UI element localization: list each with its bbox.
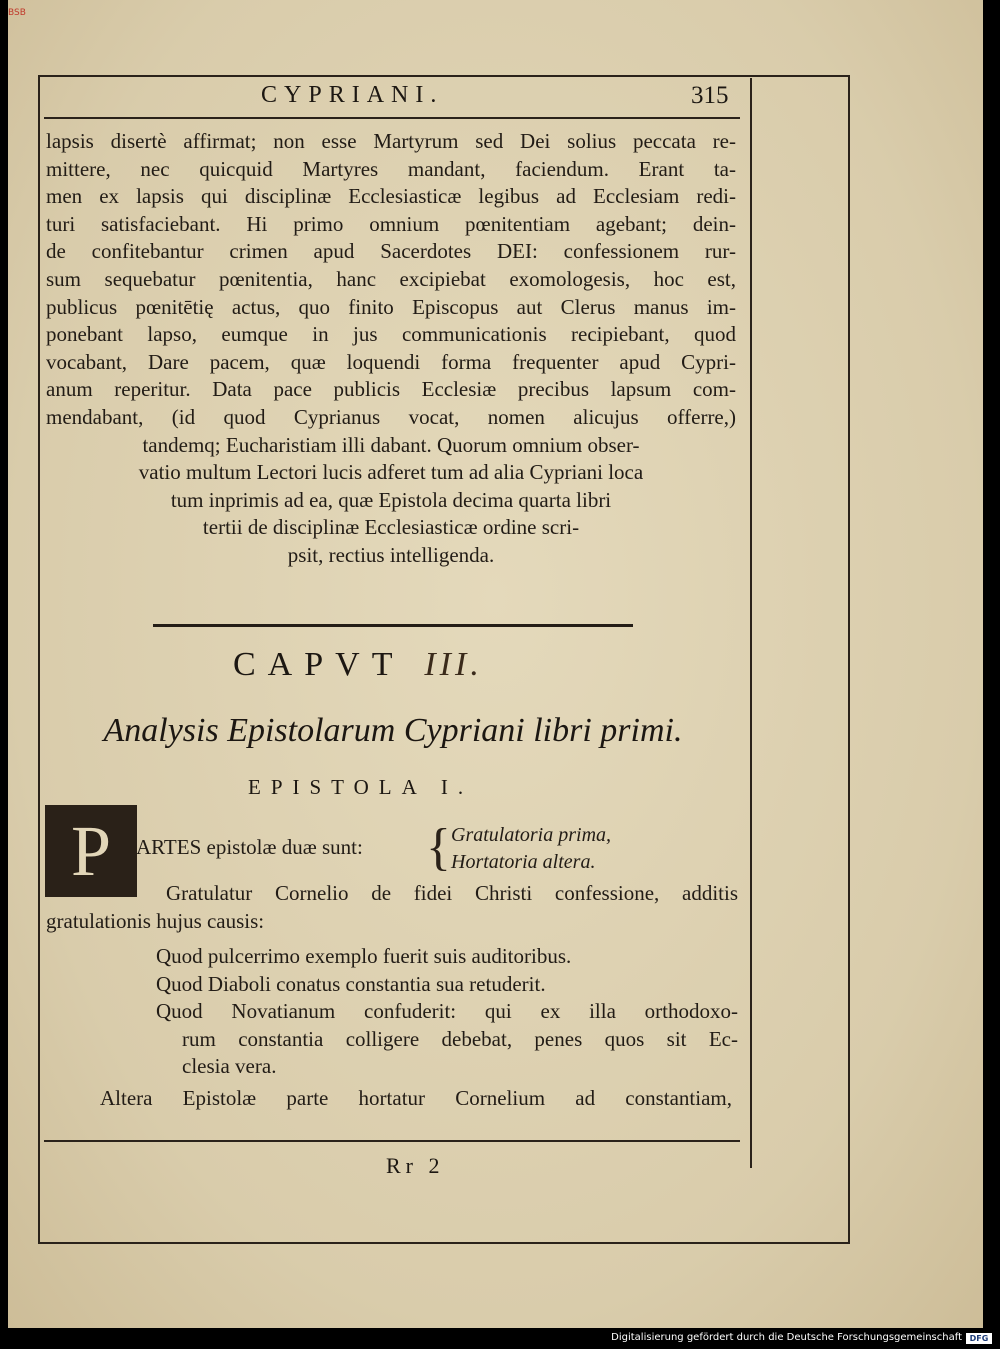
text-line: publicus pœnitētię actus, quo finito Episcopus aut Clerus manus im- bbox=[46, 294, 736, 319]
page-number: 315 bbox=[691, 82, 729, 109]
margin-rule bbox=[750, 78, 752, 1168]
epistle-heading: EPISTOLA I. bbox=[248, 775, 474, 799]
reason-line: Quod Novatianum confuderit: qui ex illa orthodoxo- bbox=[156, 999, 738, 1024]
text-line: mittere, nec quicquid Martyres mandant, faciendum. Erant ta- bbox=[46, 156, 736, 181]
text-line: tandemq; Eucharistiam illi dabant. Quorum omnium obser- bbox=[142, 432, 640, 457]
dfg-logo: DFG bbox=[966, 1333, 992, 1344]
text-line: mendabant, (id quod Cyprianus vocat, nomen alicujus offerre,) bbox=[46, 404, 736, 429]
scanned-page bbox=[8, 0, 983, 1328]
partes-lead: ARTES epistolæ duæ sunt: bbox=[136, 835, 363, 859]
library-mark: BSB bbox=[8, 8, 26, 18]
reason-line: clesia vera. bbox=[182, 1054, 277, 1079]
partes-list bbox=[451, 822, 611, 876]
text-line: sum sequebatur pœnitentia, hanc excipiebat exomologesis, hoc est, bbox=[46, 266, 736, 291]
text-line: tum inprimis ad ea, quæ Epistola decima quarta libri bbox=[170, 487, 612, 512]
digitization-credit: Digitalisierung gefördert durch die Deutsche Forschungsgemeinschaft bbox=[611, 1332, 962, 1343]
chapter-number: III. bbox=[424, 646, 483, 683]
closing-line bbox=[100, 1085, 732, 1113]
partes-item: Gratulatoria prima, bbox=[451, 824, 612, 846]
signature-mark: Rr 2 bbox=[386, 1153, 445, 1178]
reasons-list bbox=[156, 943, 738, 1081]
partes-item: Hortatoria altera. bbox=[451, 851, 596, 873]
text-line: psit, rectius intelligenda. bbox=[287, 542, 495, 567]
paragraph-1 bbox=[46, 128, 736, 570]
text-line: Gratulatur Cornelio de fidei Christi confessione, additis bbox=[166, 881, 738, 905]
chapter-label: CAPVT bbox=[233, 646, 404, 683]
paragraph-2 bbox=[46, 880, 738, 935]
chapter-heading bbox=[233, 646, 483, 684]
text-line: turi satisfaciebant. Hi primo omnium pœnitentiam agebant; dein- bbox=[46, 211, 736, 236]
header-rule bbox=[44, 117, 740, 119]
text-line: tertii de disciplinæ Ecclesiasticæ ordine scri- bbox=[202, 515, 580, 540]
text-line: gratulationis hujus causis: bbox=[46, 908, 265, 933]
text-line: Altera Epistolæ parte hortatur Cornelium ad constantiam, bbox=[100, 1086, 732, 1110]
text-line: vocabant, Dare pacem, quæ loquendi forma frequenter apud Cypri- bbox=[46, 349, 736, 374]
text-line: anum reperitur. Data pace publicis Ecclesiæ precibus lapsum com- bbox=[46, 377, 736, 402]
text-line: ponebant lapso, eumque in jus communicationis recipiebant, quod bbox=[46, 322, 736, 347]
text-line: lapsis disertè affirmat; non esse Martyrum sed Dei solius peccata re- bbox=[46, 129, 736, 153]
curly-brace-icon: { bbox=[426, 819, 451, 876]
running-title: CYPRIANI. bbox=[261, 82, 444, 108]
drop-cap-initial: P bbox=[45, 805, 137, 897]
text-line: vatio multum Lectori lucis adferet tum ad alia Cypriani loca bbox=[138, 460, 644, 485]
section-divider bbox=[153, 624, 633, 627]
chapter-title: Analysis Epistolarum Cypriani libri primi. bbox=[103, 712, 683, 749]
reason-line: Quod Diaboli conatus constantia sua retuderit. bbox=[156, 971, 546, 996]
text-line: men ex lapsis qui disciplinæ Ecclesiasticæ legibus ad Ecclesiam redi- bbox=[46, 184, 736, 209]
footer-rule bbox=[44, 1140, 740, 1142]
reason-line: rum constantia colligere debebat, penes quos sit Ec- bbox=[182, 1026, 738, 1051]
reason-line: Quod pulcerrimo exemplo fuerit suis auditoribus. bbox=[156, 944, 572, 968]
text-line: de confitebantur crimen apud Sacerdotes DEI: confessionem rur- bbox=[46, 239, 736, 264]
